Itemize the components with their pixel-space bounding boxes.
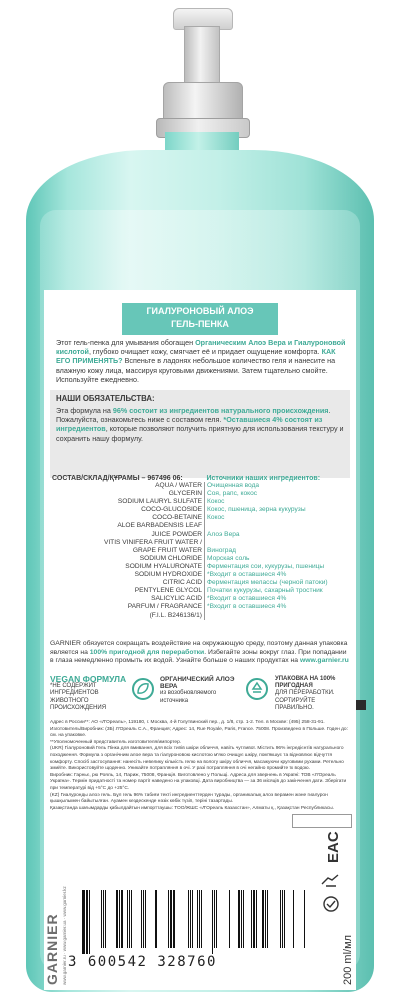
barcode-bar <box>262 890 264 948</box>
barcode-bar <box>282 890 283 948</box>
commitments-text-1: Эта формула на <box>56 406 111 415</box>
legal-paragraph: Адрес в России**: АО «Л'Ореаль», 119180, г. Москва, 4-й Голутвинский пер., д. 1/8, стр. 1-2. Тел. в Москве: (495) 258-31-91. Изготовитель/Виробник: (3Б) Л'Ореаль С.А., Франция; Адрес: 14, Rue Royale, Paris, France. 75008. Произведено в Польше. Годен до: см. на упаковке. <box>50 720 348 739</box>
ingredient-name: CITRIC ACID <box>50 579 205 587</box>
vegan-claim <box>50 676 130 712</box>
description-highlight-1: Органическим Алоэ Вера и Гиалуроновой кислотой <box>56 338 346 357</box>
ingredient-source: Морская соль <box>207 554 250 562</box>
barcode-bar <box>280 890 281 948</box>
ingredient-source <box>205 612 351 620</box>
brand-vertical: GARNIER <box>44 913 60 985</box>
commitments-text <box>56 406 346 443</box>
ingredient-row <box>50 482 350 490</box>
legal-paragraph: **Уполномоченный представитель изготовителя/импортер. <box>50 739 182 745</box>
barcode-bar <box>188 890 189 948</box>
ingredient-name: SALICYLIC ACID <box>50 595 205 603</box>
ingredient-name: VITIS VINIFERA FRUIT WATER / <box>50 539 205 547</box>
ingredient-source <box>205 539 351 547</box>
barcode-bar <box>243 890 244 948</box>
ingredient-source: *Входит в оставшиеся 4% <box>207 595 287 603</box>
commitments-highlight-2: *Оставшиеся 4% состоят из ингредиентов <box>56 415 323 434</box>
barcode-bar <box>116 890 118 948</box>
vegan-leaf-icon <box>132 678 154 700</box>
ingredient-row <box>50 539 350 547</box>
recycle-claim <box>275 676 350 712</box>
ingredients-header-right: Источники наших ингредиентов: <box>206 475 321 482</box>
vegan-subtitle: *НЕ СОДЕРЖИТ ИНГРЕДИЕНТОВ ЖИВОТНОГО ПРОИСХОЖДЕНИЯ <box>50 683 107 711</box>
ingredient-row <box>50 506 350 514</box>
title-line-2: ГЕЛЬ-ПЕНКА <box>171 319 229 329</box>
barcode-bar <box>284 890 285 948</box>
ingredient-source: Алоэ Вера <box>207 530 240 538</box>
volume-label: 200 ml/мл <box>342 934 354 985</box>
barcode-block <box>68 890 310 970</box>
eac-mark: EAC <box>325 831 342 863</box>
organic-claim <box>160 676 240 705</box>
notice-highlight-2: www.garnier.ru <box>299 657 349 665</box>
ingredient-row <box>50 514 350 522</box>
barcode-bar <box>86 890 88 954</box>
pump-dispenser <box>0 0 400 160</box>
barcode-bar <box>253 890 255 948</box>
claims-icons-row <box>50 676 350 716</box>
ingredient-name: COCO-GLUCOSIDE <box>50 506 205 514</box>
commitments-text-2: . Пожалуйста, ознакомьтесь ниже с составом геля. <box>56 406 331 425</box>
barcode <box>78 890 310 954</box>
ingredient-name: PENTYLENE GLYCOL <box>50 587 205 595</box>
barcode-bar <box>199 890 200 948</box>
ingredient-row <box>50 603 350 611</box>
ingredient-name: PARFUM / FRAGRANCE <box>50 603 205 611</box>
ingredient-row <box>50 498 350 506</box>
ingredient-name: SODIUM HYALURONATE <box>50 563 205 571</box>
barcode-bar <box>190 890 191 948</box>
legal-small-print <box>50 720 350 812</box>
legal-paragraph: (KZ) Гиалуронды алоэ гель. Бұл гель 96% табиғи текті ингредиенттерден тұрады, органикалық алоэ верамен және гиалурон қышқылымен байытылған. Ауамен кездескенде нәзік көбік түзіп, теріні тазартады. <box>50 792 328 805</box>
ingredient-row <box>50 547 350 555</box>
notice-text-2: . Избегайте зоны вокруг глаз. При попадании в глаза немедленно промыть их водой. Узнайте больше о наших продуктах на <box>50 648 347 665</box>
barcode-bar <box>143 890 144 948</box>
ingredient-row <box>50 579 350 587</box>
pump-stem <box>184 26 220 86</box>
brand-vertical-sub: www.garnier.ru · www.garnier.ua · www.garnier.kz <box>62 886 67 985</box>
barcode-bar <box>168 890 169 948</box>
ingredient-name: (F.I.L. B246136/1) <box>50 612 205 620</box>
ingredient-row <box>50 555 350 563</box>
ingredient-name: GRAPE FRUIT WATER <box>50 547 205 555</box>
ingredient-source <box>205 522 351 530</box>
ingredient-row <box>50 531 350 539</box>
ingredient-source: Ферментация сои, кукурузы, пшеницы <box>207 562 325 570</box>
barcode-bar <box>212 890 213 954</box>
barcode-bar <box>229 890 230 948</box>
barcode-bar <box>293 890 294 948</box>
ingredients-table <box>50 475 350 620</box>
description-text-2: , глубоко очищает кожу, смягчает её и придает ощущение комфорта. <box>88 347 320 357</box>
legal-paragraph: Виробник: Гарньє, рю Рояль, 14, Париж, 75008, Франція. Виготовлено у Польщі. Адреса для звернень в Україні: ТОВ «Л'Ореаль Україна». Термін придатності та номер партії наведено на упаковці. Дата виробництва — за 36 місяців до закінчення дати. Зберігати при температурі від +5°C до +25°C. <box>50 772 347 791</box>
ingredient-source: Виноград <box>207 546 236 554</box>
barcode-bar <box>197 890 198 948</box>
barcode-bar <box>265 890 266 948</box>
barcode-bar <box>251 890 252 948</box>
organic-subtitle: из возобновляемого источника <box>160 690 217 704</box>
sorting-square-icon <box>356 700 366 710</box>
ingredient-name: GLYCERIN <box>50 490 205 498</box>
environment-notice <box>50 640 352 666</box>
ingredient-row <box>50 522 350 530</box>
commitments-heading: НАШИ ОБЯЗАТЕЛЬСТВА: <box>56 394 155 403</box>
ingredient-name: SODIUM LAURYL SULFATE <box>50 498 205 506</box>
recycle-subtitle: ДЛЯ ПЕРЕРАБОТКИ. СОРТИРУЙТЕ ПРАВИЛЬНО. <box>275 690 335 711</box>
ingredient-row <box>50 571 350 579</box>
ingredient-source: Кокос, пшеница, зерна кукурузы <box>207 506 306 514</box>
recycle-icon <box>246 678 268 700</box>
ingredient-name: SODIUM CHLORIDE <box>50 555 205 563</box>
description-text-1: Этот гель-пенка для умывания обогащен <box>56 338 194 347</box>
barcode-bar <box>304 890 305 948</box>
product-title <box>122 303 278 335</box>
barcode-bar <box>129 890 130 948</box>
barcode-bar <box>155 890 157 948</box>
barcode-bar <box>127 890 128 948</box>
barcode-bar <box>256 890 257 948</box>
ingredient-row <box>50 595 350 603</box>
ingredient-name: AQUA / WATER <box>50 482 205 490</box>
barcode-bar <box>103 890 104 948</box>
ingredients-rows <box>50 482 350 620</box>
barcode-bar <box>121 890 123 948</box>
ingredient-source: Ферментация мелассы (черной патоки) <box>207 579 328 587</box>
vegan-title: VEGAN ФОРМУЛА <box>50 674 127 684</box>
ingredient-name: ALOE BARBADENSIS LEAF <box>50 522 205 530</box>
barcode-bar <box>119 890 120 948</box>
barcode-bar <box>201 890 202 948</box>
ingredient-row <box>50 612 350 620</box>
organic-title: ОРГАНИЧЕСКИЙ АЛОЭ ВЕРА <box>160 676 235 691</box>
ingredient-row <box>50 563 350 571</box>
barcode-bar <box>216 890 217 948</box>
hand-icon <box>320 872 342 888</box>
description-highlight-2: КАК ЕГО ПРИМЕНЯТЬ? <box>56 347 336 366</box>
barcode-number: 3 600542 328760 <box>68 954 217 970</box>
barcode-bar <box>192 890 193 948</box>
barcode-bar <box>241 890 242 948</box>
barcode-bar <box>101 890 102 948</box>
batch-code-box <box>292 814 352 828</box>
notice-text-1: GARNIER обязуется сокращать воздействие на окружающую среду, поэтому данная упаковка является на <box>50 640 348 656</box>
barcode-bar <box>145 890 146 948</box>
barcode-bar <box>173 890 175 948</box>
ingredient-source: *Входит в оставшиеся 4% <box>207 603 287 611</box>
ingredients-header-left: СОСТАВ/СКЛАД/ҚҰРАМЫ – 967496 06: <box>52 475 183 482</box>
notice-highlight-1: 100% пригодной для переработки <box>89 648 205 656</box>
ingredient-source: Кокос <box>207 514 225 522</box>
barcode-bar <box>238 890 240 948</box>
legal-paragraph: (UKR) Гіалуроновий Гель Пінка для вмивання, для всіх типів шкіри обличчя, навіть чутливої. Містить 96% інгредієнтів натурального походження. Формула з органічним алое вера та гіалуроновою кислотою м'яко очищує шкіру, пом'якшує та відновлює відчуття комфорту. Спосіб застосування: нанесіть невелику кількість гелю на вологу шкіру обличчя, масажуючи круговими рухами. Ретельно змийте. Використовуйте щоденно. Уникайте потрапляння в очі. У разі потрапляння в очі негайно промийте їх водою. <box>50 746 344 772</box>
ingredient-source: Кокос <box>207 498 225 506</box>
ingredient-name: JUICE POWDER <box>50 531 205 539</box>
commitments-highlight-1: 96% состоит из ингредиентов натурального происхождения <box>112 406 329 415</box>
ingredient-name: COCO-BETAINE <box>50 514 205 522</box>
barcode-bar <box>131 890 132 948</box>
barcode-bar <box>267 890 268 948</box>
barcode-bar <box>82 890 85 954</box>
commitments-text-3: , которые позволяют получить приятную для использования текстуру и сохранить нашу формулу. <box>56 424 344 443</box>
barcode-bar <box>214 890 215 948</box>
ingredient-source: Соя, рапс, кокос <box>207 490 258 498</box>
recycle-loop-icon <box>320 895 342 913</box>
barcode-bar <box>105 890 106 948</box>
ingredient-source: Початки кукурузы, сахарный тростник <box>207 587 323 595</box>
ingredient-source: Очищенная вода <box>207 482 260 489</box>
barcode-bar <box>141 890 142 948</box>
ingredient-name: SODIUM HYDROXIDE <box>50 571 205 579</box>
barcode-bar <box>89 890 90 954</box>
ingredient-source: *Входит в оставшиеся 4% <box>207 571 287 579</box>
description-text-3: Вспеньте в ладонях небольшое количество геля и нанесите на влажную кожу лица, массируя круговыми движениями. Затем тщательно смойте. Используйте ежедневно. <box>56 356 336 384</box>
description-block <box>56 338 346 384</box>
recycle-title: УПАКОВКА НА 100% ПРИГОДНАЯ <box>275 676 336 690</box>
title-line-1: ГИАЛУРОНОВЫЙ АЛОЭ <box>146 306 254 316</box>
legal-paragraph: Қазақстанда шағымдарды қабылдайтын импорттаушы: ТОО/ЖШС «Л'Ореаль Казахстан», Алматы қ., Қазақстан Республикасы. <box>50 805 335 811</box>
ingredient-row <box>50 587 350 595</box>
barcode-bar <box>170 890 172 948</box>
ingredient-row <box>50 490 350 498</box>
